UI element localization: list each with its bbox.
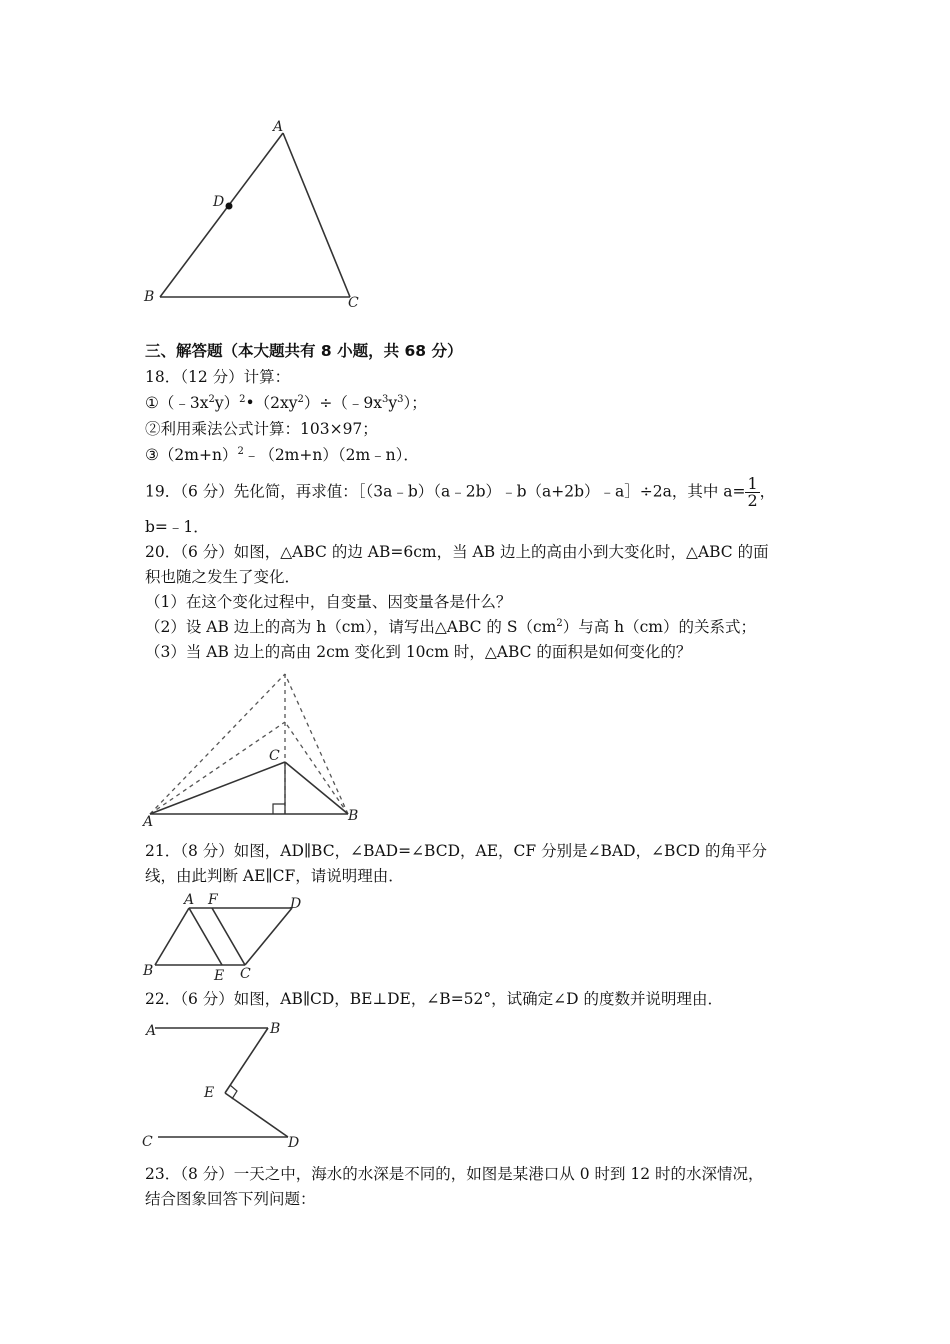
q20-line2: 积也随之发生了变化． bbox=[145, 568, 301, 586]
q23-line2: 结合图象回答下列问题： bbox=[145, 1190, 316, 1208]
q18-part3: $③(2m+n)^2﹣(2m+n)(2m﹣n)$． bbox=[145, 445, 419, 464]
q21-line2: 线，由此判断 AE∥CF，请说明理由． bbox=[145, 867, 404, 885]
label-c: C bbox=[142, 1134, 153, 1150]
q20-sub1: （1）在这个变化过程中，自变量、因变量各是什么？ bbox=[145, 593, 512, 611]
q18-part2: ②利用乘法公式计算：103×97； bbox=[145, 420, 378, 438]
q18-header: 18．（12 分）计算： bbox=[145, 368, 291, 386]
label-c: C bbox=[269, 748, 280, 764]
q21-line1: 21．（8 分）如图，AD∥BC，∠BAD=∠BCD，AE，CF 分别是∠BAD，∠BCD 的角平分 bbox=[145, 842, 767, 860]
label-d: D bbox=[213, 194, 225, 210]
label-b: B bbox=[144, 289, 155, 305]
section-title: 三、解答题（本大题共有 8 小题，共 68 分） bbox=[145, 342, 463, 360]
label-c: C bbox=[240, 966, 251, 982]
q20-figure bbox=[140, 670, 380, 830]
label-d: D bbox=[290, 896, 302, 912]
q23-line1: 23．（8 分）一天之中，海水的水深是不同的，如图是某港口从 0 时到 12 时的水深情况， bbox=[145, 1165, 764, 1183]
fraction-one-half: $\frac{1}{2}$ bbox=[747, 474, 758, 510]
label-a: A bbox=[143, 814, 154, 830]
label-e: E bbox=[204, 1085, 215, 1101]
q18-part1: $①(﹣3x^2y)^2•(2xy^2)\div(﹣9x^3y^3)$； bbox=[145, 393, 427, 412]
label-d: D bbox=[288, 1135, 300, 1151]
q20-sub2: （2）设 AB 边上的高为 h（cm），请写出△ABC 的 $S(cm^2)$与高 h（cm）的关系式； bbox=[145, 617, 757, 636]
triangle-abc-figure bbox=[140, 115, 370, 315]
label-b: B bbox=[348, 808, 359, 824]
q19-line2: b=﹣1． bbox=[145, 518, 209, 536]
label-e: E bbox=[214, 968, 225, 984]
label-a: A bbox=[184, 892, 195, 908]
label-c: C bbox=[348, 295, 359, 311]
q22-line1: 22．（6 分）如图，AB∥CD，BE⊥DE，∠B=52°，试确定∠D 的度数并说明理由． bbox=[145, 990, 723, 1008]
q22-figure bbox=[140, 1015, 320, 1155]
label-b: B bbox=[270, 1021, 281, 1037]
label-f: F bbox=[208, 892, 218, 908]
q21-figure bbox=[140, 890, 320, 985]
label-b: B bbox=[143, 963, 154, 979]
label-a: A bbox=[273, 119, 284, 135]
q19-line1: 19．（6 分）先化简，再求值：［（3a﹣b）（a﹣2b）﹣b（a+2b）﹣a］÷2a，其中 a= $\frac{1}{2}$ ， bbox=[145, 474, 776, 510]
label-a: A bbox=[146, 1023, 157, 1039]
q20-line1: 20．（6 分）如图，△ABC 的边 AB=6cm，当 AB 边上的高由小到大变化时，△ABC 的面 bbox=[145, 543, 769, 561]
q20-sub3: （3）当 AB 边上的高由 2cm 变化到 10cm 时，△ABC 的面积是如何变化的？ bbox=[145, 643, 692, 661]
